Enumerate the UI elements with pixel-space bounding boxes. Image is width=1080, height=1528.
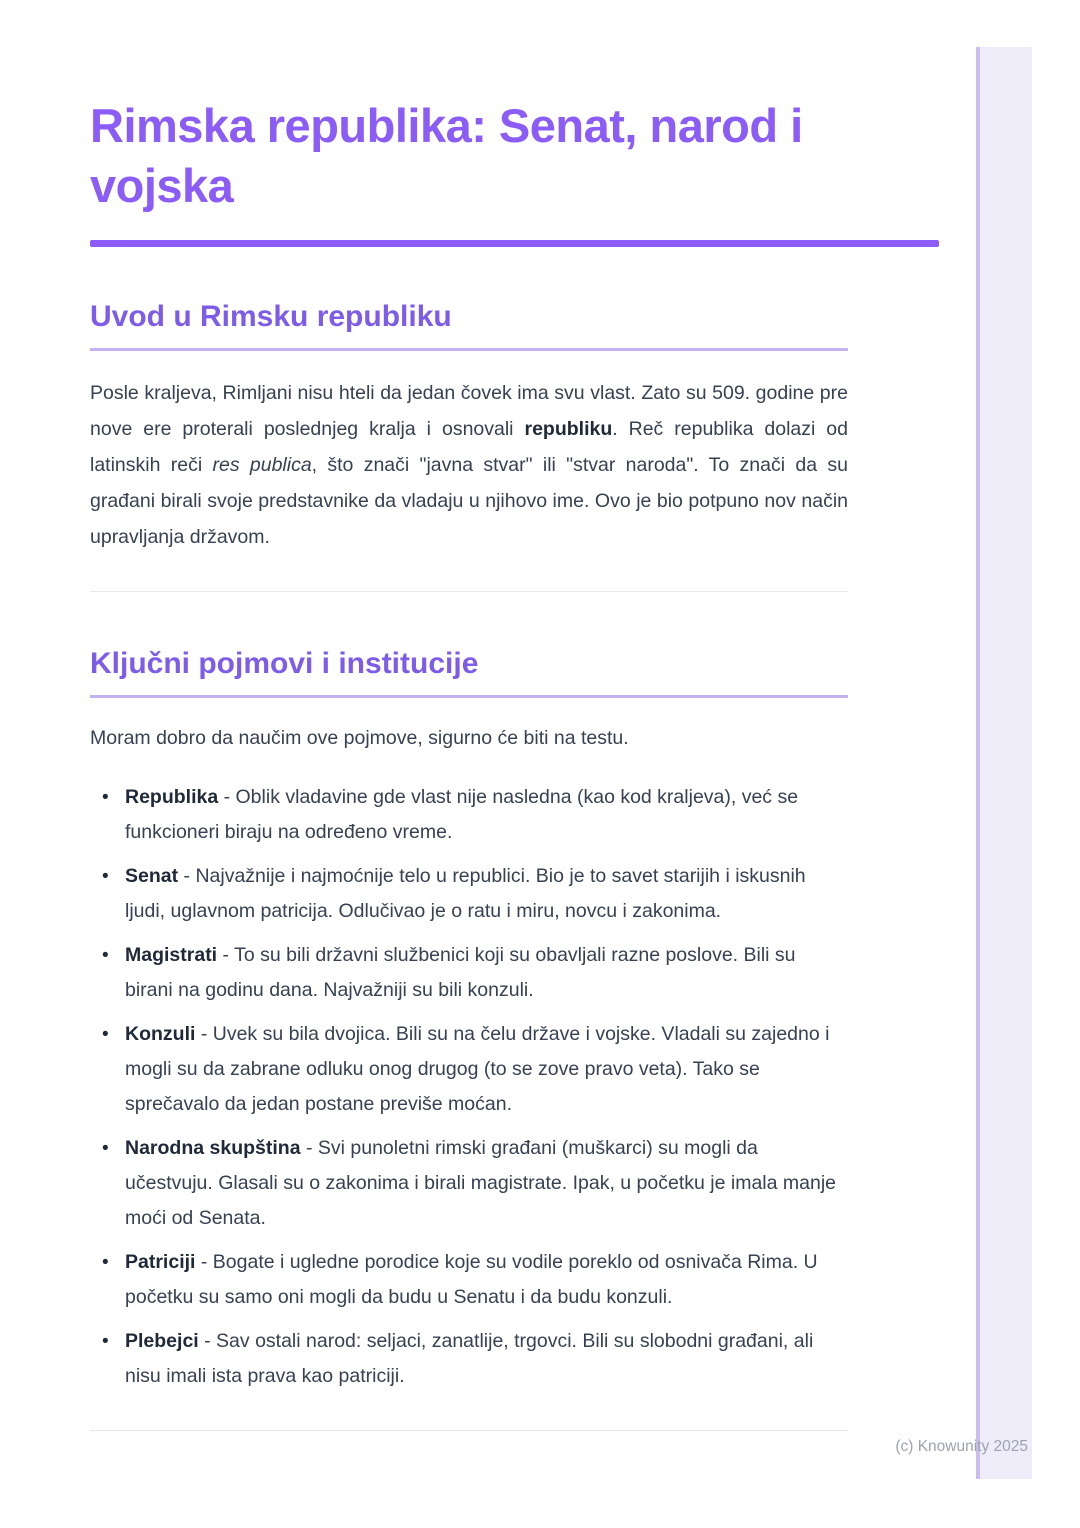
- section-heading-intro: Uvod u Rimsku republiku: [90, 299, 848, 351]
- key-term-description: - Bogate i ugledne porodice koje su vodile poreklo od osnivača Rima. U početku su samo oni mogli da budu u Senatu i da budu konzuli.: [125, 1251, 818, 1308]
- key-term-label: Senat: [125, 865, 179, 887]
- title-rule: [90, 240, 939, 247]
- key-term-description: - Uvek su bila dvojica. Bili su na čelu države i vojske. Vladali su zajedno i mogli su da zabrane odluku onog drugog (to se zove pravo veta). Tako se sprečavalo da jedan postane previše moćan.: [125, 1023, 830, 1115]
- paragraph-text-run: res publica: [212, 454, 312, 476]
- terms-note: Moram dobro da naučim ove pojmove, sigurno će biti na testu.: [90, 727, 629, 749]
- key-term-description: - Najvažnije i najmoćnije telo u republici. Bio je to savet starijih i iskusnih ljudi, uglavnom patricija. Odlučivao je o ratu i miru, novcu i zakonima.: [125, 865, 806, 922]
- key-term-description: - Svi punoletni rimski građani (muškarci) su mogli da učestvuju. Glasali su o zakonima i birali magistrate. Ipak, u početku je imala manje moći od Senata.: [125, 1137, 836, 1229]
- copyright-footer: (c) Knowunity 2025: [895, 1438, 1028, 1455]
- key-term-label: Magistrati: [125, 944, 218, 966]
- paragraph-text-run: republiku: [524, 418, 613, 440]
- document-content: [90, 0, 848, 1431]
- key-term-label: Konzuli: [125, 1023, 196, 1045]
- key-term-item: [90, 1131, 848, 1236]
- key-term-description: - To su bili državni službenici koji su obavljali razne poslove. Bili su birani na godinu dana. Najvažniji su bili konzuli.: [125, 944, 796, 1001]
- bullet-icon: •: [102, 1138, 109, 1159]
- bullet-icon: •: [102, 945, 109, 966]
- section-heading-terms: Ključni pojmovi i institucije: [90, 646, 848, 698]
- key-term-label: Narodna skupština: [125, 1137, 301, 1159]
- paragraph-text-run: . Reč republika dolazi od latinskih reči: [90, 418, 848, 476]
- key-term-description: - Oblik vladavine gde vlast nije nasledna (kao kod kraljeva), već se funkcioneri biraju na određeno vreme.: [125, 786, 799, 843]
- bullet-icon: •: [102, 1024, 109, 1045]
- page-accent-stripe: [976, 47, 1032, 1479]
- section-divider: [90, 591, 848, 592]
- page-title: Rimska republika: Senat, narod i vojska: [90, 99, 803, 212]
- key-term-item: [90, 859, 848, 929]
- bullet-icon: •: [102, 1252, 109, 1273]
- key-term-item: [90, 1245, 848, 1315]
- key-term-label: Patriciji: [125, 1251, 196, 1273]
- paragraph-text-run: , što znači "javna stvar" ili "stvar naroda". To znači da su građani birali svoje predstavnike da vladaju u njihovo ime. Ovo je bio potpuno nov način upravljanja državom.: [90, 454, 848, 548]
- paragraph-text-run: Posle kraljeva, Rimljani nisu hteli da jedan čovek ima svu vlast. Zato su 509. godine pre nove ere proterali poslednjeg kralja i osnovali: [90, 382, 848, 440]
- bullet-icon: •: [102, 787, 109, 808]
- bullet-icon: •: [102, 1331, 109, 1352]
- bottom-divider: [90, 1430, 848, 1431]
- key-term-item: [90, 780, 848, 850]
- key-term-item: [90, 938, 848, 1008]
- intro-paragraph: [90, 375, 848, 555]
- key-term-item: [90, 1324, 848, 1394]
- key-term-label: Plebejci: [125, 1330, 199, 1352]
- key-term-description: - Sav ostali narod: seljaci, zanatlije, trgovci. Bili su slobodni građani, ali nisu imali ista prava kao patriciji.: [125, 1330, 814, 1387]
- key-term-item: [90, 1017, 848, 1122]
- key-terms-list: [90, 780, 848, 1394]
- bullet-icon: •: [102, 866, 109, 887]
- key-term-label: Republika: [125, 786, 219, 808]
